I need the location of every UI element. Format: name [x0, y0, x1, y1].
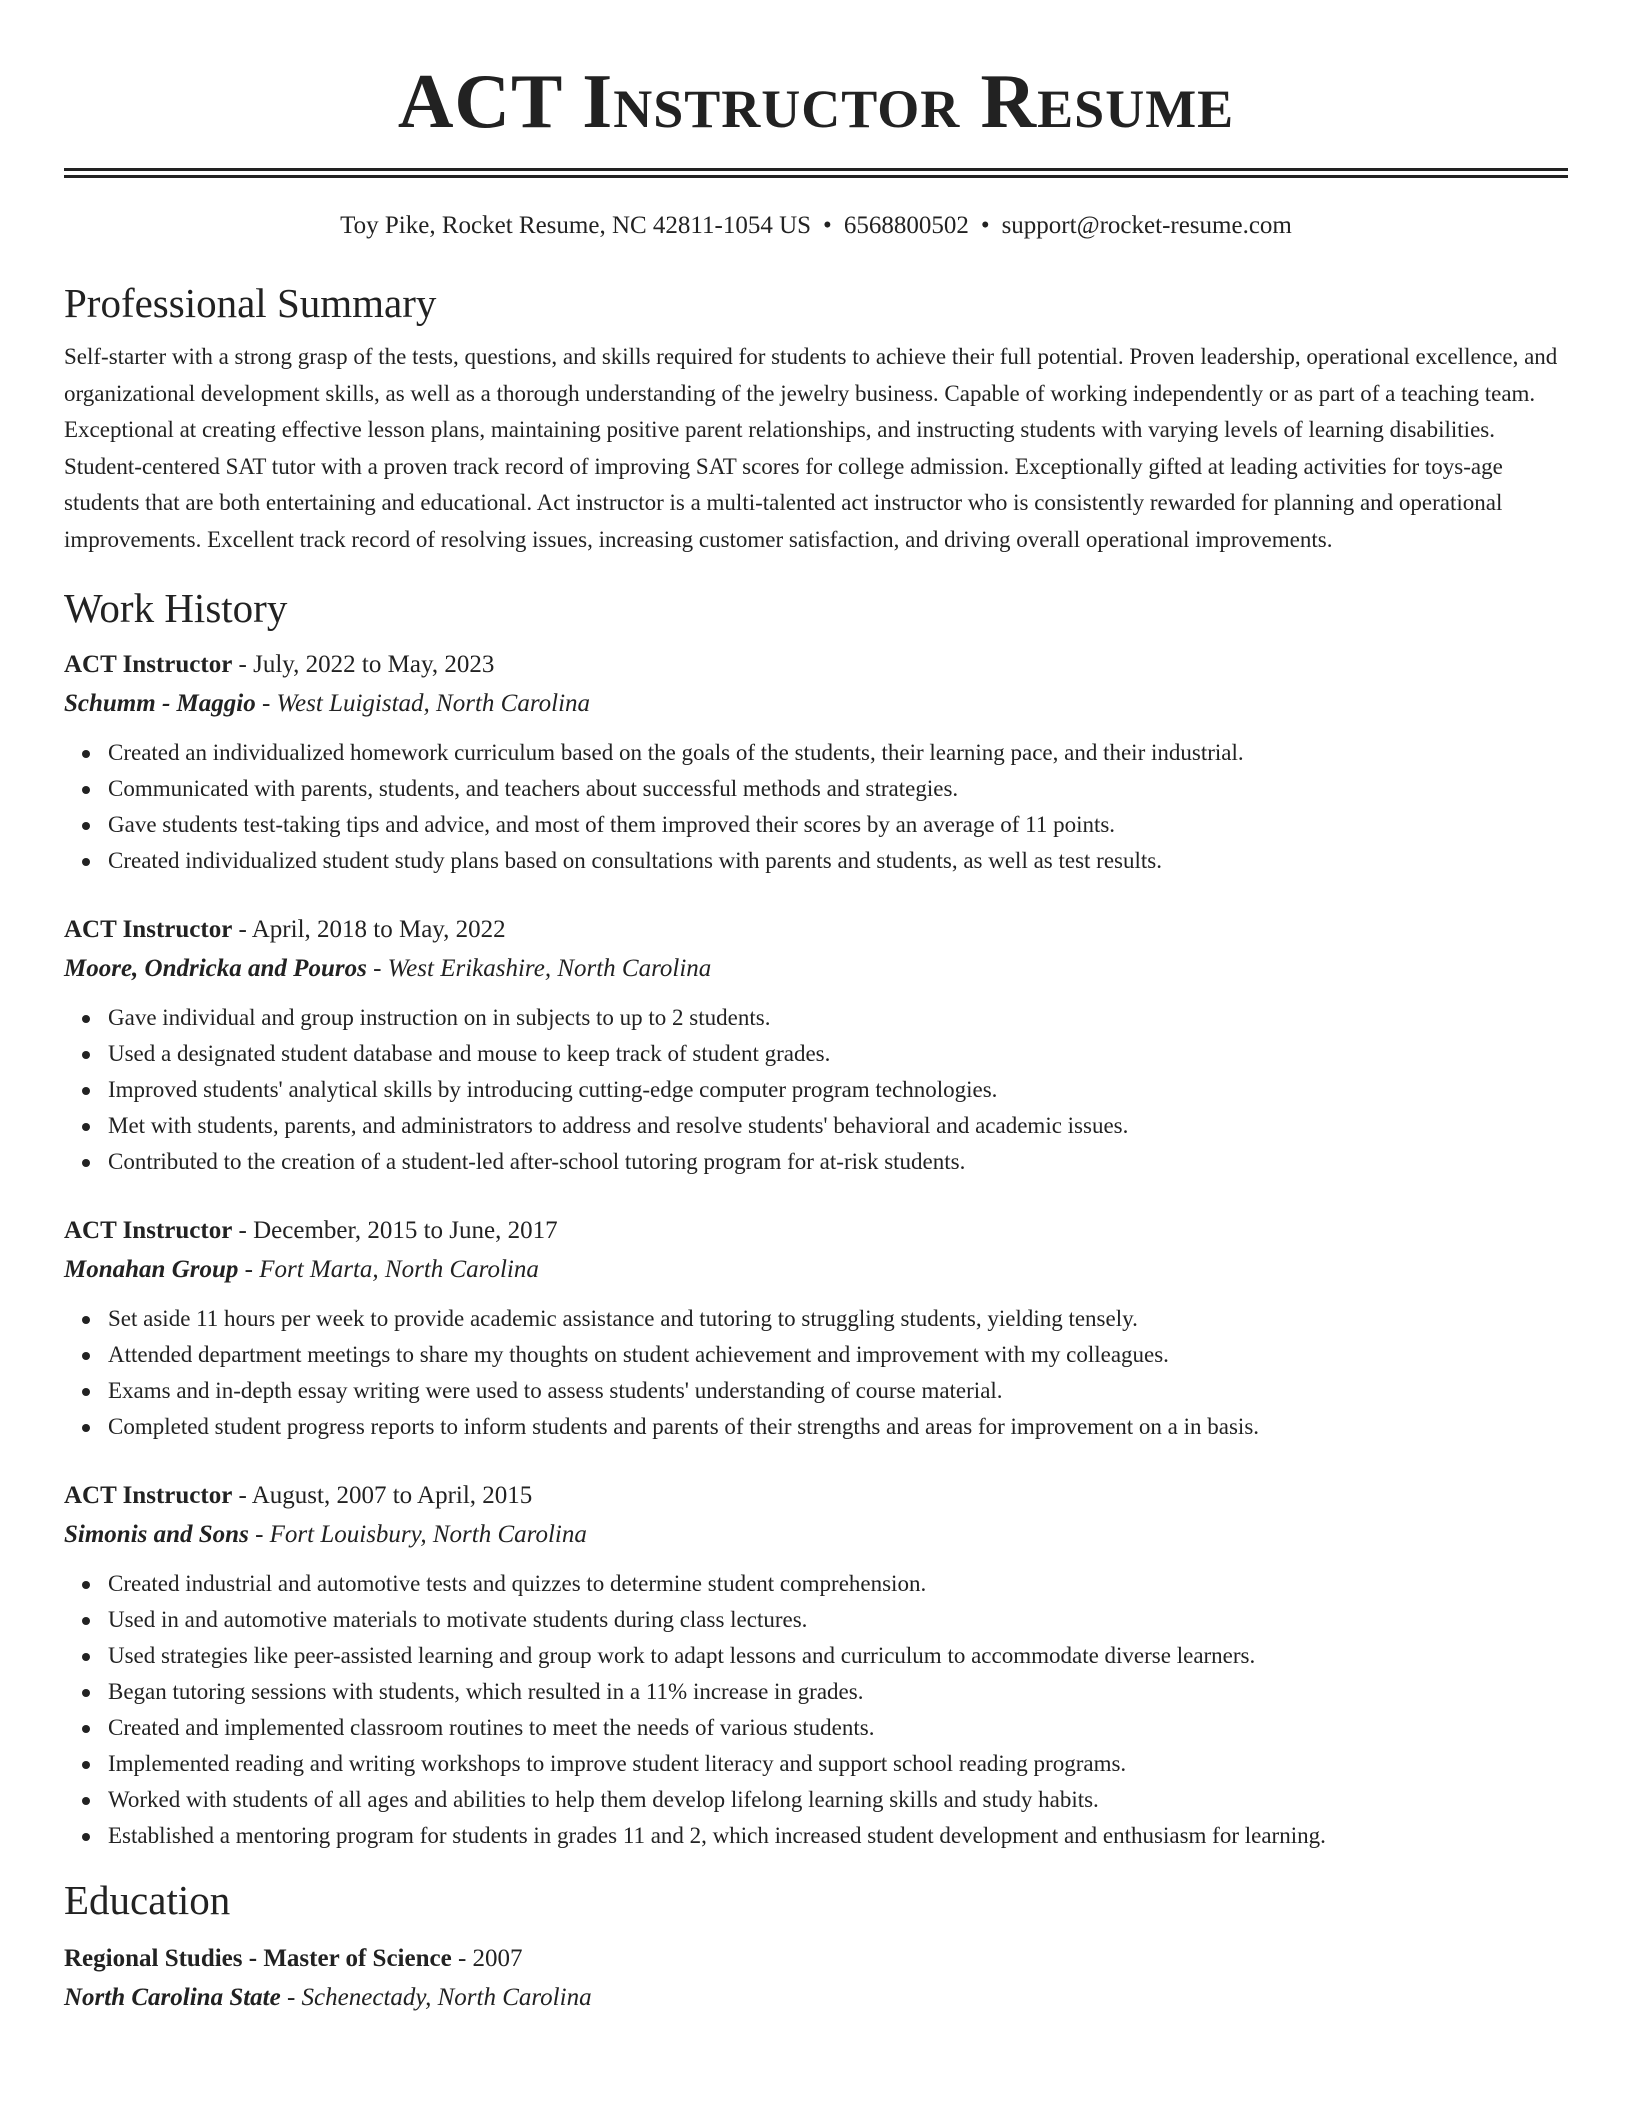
job-bullet-list: [64, 1566, 1568, 1854]
job-bullet: Used a designated student database and mouse to keep track of student grades.: [108, 1036, 1568, 1072]
job-company: Monahan Group: [64, 1256, 239, 1283]
job-dates: - August, 2007 to April, 2015: [232, 1482, 533, 1509]
work-history-heading: Work History: [64, 585, 288, 631]
job-bullet: Created an individualized homework curriculum based on the goals of the students, their learning pace, and their industrial.: [108, 735, 1568, 771]
education-degree-line: [64, 1942, 1568, 1976]
job-bullet: Established a mentoring program for students in grades 11 and 2, which increased student development and enthusiasm for learning.: [108, 1818, 1568, 1854]
job-dates: - April, 2018 to May, 2022: [232, 916, 506, 943]
job-bullet: Set aside 11 hours per week to provide academic assistance and tutoring to struggling students, yielding tensely.: [108, 1301, 1568, 1337]
contact-email: support@rocket-resume.com: [1001, 212, 1292, 239]
job-company-line: [64, 952, 1568, 986]
job-dates: - December, 2015 to June, 2017: [232, 1217, 558, 1244]
resume-title: ACT Instructor Resume: [397, 58, 1235, 144]
job-bullet: Worked with students of all ages and abilities to help them develop lifelong learning skills and study habits.: [108, 1782, 1568, 1818]
job-bullet: Implemented reading and writing workshops to improve student literacy and support school reading programs.: [108, 1746, 1568, 1782]
job-location: - West Erikashire, North Carolina: [366, 955, 712, 982]
job-role: ACT Instructor: [64, 916, 233, 943]
education-location: - Schenectady, North Carolina: [280, 1984, 592, 2011]
job-bullet-list: [64, 735, 1568, 879]
job-bullet: Gave individual and group instruction on in subjects to up to 2 students.: [108, 1000, 1568, 1036]
job-bullet: Created and implemented classroom routines to meet the needs of various students.: [108, 1710, 1568, 1746]
job-location: - Fort Marta, North Carolina: [238, 1256, 539, 1283]
job-company: Schumm - Maggio: [64, 690, 256, 717]
education-heading: Education: [64, 1877, 231, 1923]
job-bullet: Attended department meetings to share my thoughts on student achievement and improvement with my colleagues.: [108, 1337, 1568, 1373]
job-entry: [64, 1479, 1568, 1854]
resume-page: [64, 0, 1568, 2015]
job-role: ACT Instructor: [64, 1217, 233, 1244]
job-role: ACT Instructor: [64, 1482, 233, 1509]
job-location: - Fort Louisbury, North Carolina: [248, 1521, 587, 1548]
contact-address: Toy Pike, Rocket Resume, NC 42811-1054 US: [340, 212, 812, 239]
job-bullet: Exams and in-depth essay writing were used to assess students' understanding of course material.: [108, 1373, 1568, 1409]
job-bullet: Contributed to the creation of a student-led after-school tutoring program for at-risk students.: [108, 1144, 1568, 1180]
job-bullet: Gave students test-taking tips and advice, and most of them improved their scores by an average of 11 points.: [108, 807, 1568, 843]
job-bullet-list: [64, 1000, 1568, 1180]
job-company: Moore, Ondricka and Pouros: [64, 955, 367, 982]
job-bullet: Communicated with parents, students, and teachers about successful methods and strategies.: [108, 771, 1568, 807]
contact-line: [64, 211, 1568, 241]
job-bullet: Used in and automotive materials to motivate students during class lectures.: [108, 1602, 1568, 1638]
contact-separator: •: [823, 212, 832, 239]
job-title-line: [64, 1214, 1568, 1248]
job-location: - West Luigistad, North Carolina: [255, 690, 591, 717]
education-school-line: [64, 1981, 1568, 2015]
job-bullet: Met with students, parents, and administrators to address and resolve students' behavioral and academic issues.: [108, 1108, 1568, 1144]
job-role: ACT Instructor: [64, 651, 233, 678]
work-history-list: [64, 648, 1568, 1854]
job-bullet: Improved students' analytical skills by introducing cutting-edge computer program technologies.: [108, 1072, 1568, 1108]
job-entry: [64, 648, 1568, 879]
job-dates: - July, 2022 to May, 2023: [232, 651, 495, 678]
job-company-line: [64, 1253, 1568, 1287]
contact-phone: 6568800502: [843, 212, 969, 239]
education-entry: [64, 1942, 1568, 2015]
summary-heading: Professional Summary: [64, 280, 437, 326]
job-title-line: [64, 648, 1568, 682]
job-bullet: Began tutoring sessions with students, which resulted in a 11% increase in grades.: [108, 1674, 1568, 1710]
job-entry: [64, 913, 1568, 1180]
job-bullet: Completed student progress reports to inform students and parents of their strengths and areas for improvement on a in basis.: [108, 1409, 1568, 1445]
contact-separator: •: [980, 212, 990, 239]
job-bullet: Created individualized student study plans based on consultations with parents and students, as well as test results.: [108, 843, 1568, 879]
education-degree: Regional Studies - Master of Science: [64, 1945, 452, 1972]
job-company-line: [64, 1518, 1568, 1552]
title-divider: [64, 168, 1568, 178]
job-title-line: [64, 1479, 1568, 1513]
education-school: North Carolina State: [64, 1984, 281, 2011]
job-company: Simonis and Sons: [64, 1521, 249, 1548]
summary-text: Self-starter with a strong grasp of the tests, questions, and skills required for students to achieve their full potential. Proven leadership, operational excellence, and organizational development skills, as well as a thorough understanding of the jewelry business. Capable of working independently or as part of a teaching team. Exceptional at creating effective lesson plans, maintaining positive parent relationships, and instructing students with varying levels of learning disabilities. Student-centered SAT tutor with a proven track record of improving SAT scores for college admission. Exceptionally gifted at leading activities for toys-age students that are both entertaining and educational. Act instructor is a multi-talented act instructor who is consistently rewarded for planning and operational improvements. Excellent track record of resolving issues, increasing customer satisfaction, and driving overall operational improvements.: [64, 344, 1558, 552]
education-list: [64, 1942, 1568, 2015]
job-title-line: [64, 913, 1568, 947]
job-bullet: Used strategies like peer-assisted learning and group work to adapt lessons and curriculum to accommodate diverse learners.: [108, 1638, 1568, 1674]
job-company-line: [64, 687, 1568, 721]
job-entry: [64, 1214, 1568, 1445]
job-bullet: Created industrial and automotive tests and quizzes to determine student comprehension.: [108, 1566, 1568, 1602]
job-bullet-list: [64, 1301, 1568, 1445]
education-year: - 2007: [451, 1945, 523, 1972]
